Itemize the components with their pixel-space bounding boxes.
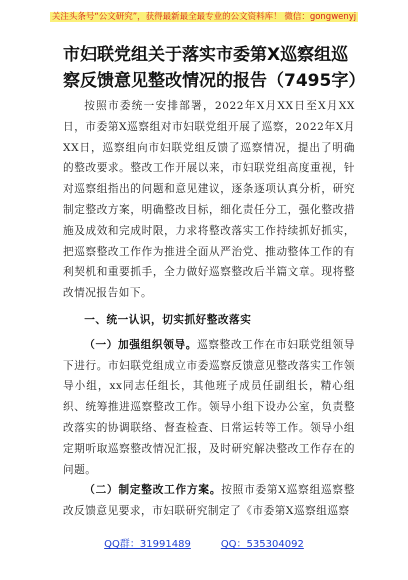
document-body bbox=[63, 96, 355, 522]
document-title: 市妇联党组关于落实市委第X巡察组巡察反馈意见整改情况的报告（7495字） bbox=[63, 45, 366, 91]
subsection-text-2: 按照市委第X巡察组巡察整改反馈意见要求，市妇联研究制定了《市委第X巡察组巡察 bbox=[63, 484, 355, 518]
header-notice: 关注头条号“公文研究”，获得最新最全最专业的公文资料库！ 微信：gongwenyj bbox=[51, 12, 357, 22]
subsection-lead-1: （一）加强组织领导。 bbox=[84, 338, 198, 351]
intro-paragraph: 按照市委统一安排部署，2022年X月XX日至X月XX日，市委第X巡察组对市妇联党组开展了巡察，2022年X月XX日，巡察组向市妇联党组反馈了巡察情况，提出了明确的整改要求。整改工作开展以来，市妇联党组高度重视，针对巡察组指出的问题和意见建议，逐条逐项认真分析，研究制定整改方案，明确整改目标，细化责任分工，强化整改措施及成效和完成时限，力求将整改落实工作持续抓好抓实，把巡察整改工作作为推进全面从严治党、推动整体工作的有利契机和重要抓手，全力做好巡察整改后半篇文章。现将整改情况报告如下。 bbox=[63, 100, 355, 300]
section-heading-1: 一、统一认识，切实抓好整改落实 bbox=[84, 313, 252, 326]
subsection-text-1: 巡察整改工作在市妇联党组领导下进行。市妇联党组成立市委巡察反馈意见整改落实工作领导小组，xx同志任组长，其他班子成员任副组长，精心组织、统筹推进巡察整改工作。领导小组下设办公室，负责整改落实的协调联络、督查检查、日常运转等工作。领导小组定期听取巡察整改情况汇报，及时研究解决整改工作存在的问题。 bbox=[63, 338, 356, 476]
header-notice-banner bbox=[0, 10, 408, 24]
footer-contacts bbox=[0, 535, 408, 550]
subsection-paragraph-1 bbox=[63, 335, 355, 481]
qq-contact-link[interactable]: QQ：535304092 bbox=[220, 539, 304, 550]
qq-group-link[interactable]: QQ群：31991489 bbox=[104, 539, 191, 550]
subsection-lead-2: （二）制定整改工作方案。 bbox=[84, 484, 222, 497]
subsection-paragraph-2 bbox=[63, 480, 355, 522]
